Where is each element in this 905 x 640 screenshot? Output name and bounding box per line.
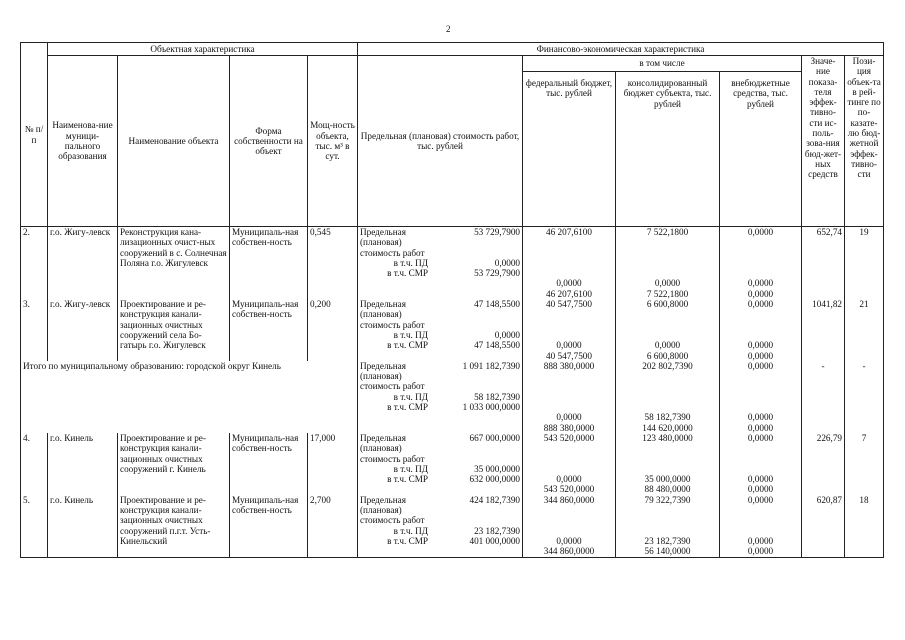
row-rating: 19 — [845, 227, 884, 300]
consolidated-pd: 58 182,7390 — [644, 412, 691, 423]
row-num: 4. — [21, 433, 48, 495]
consolidated-total: 7 522,1800 — [646, 227, 689, 237]
row-cost-cell — [358, 299, 523, 361]
cost-total: 424 182,7390 — [469, 494, 520, 505]
consolidated-pd: 0,0000 — [654, 278, 681, 289]
header-financial-characteristic: Финансово-экономическая характеристика — [358, 43, 884, 56]
subtotal-label: Итого по муниципальному образованию: городской округ Кинель — [21, 361, 358, 433]
offbudget-smr: 0,0000 — [747, 484, 774, 495]
header-rating: Пози-ция объек-та в рей-тинге по по-казате-лю бюд-жетной эффек-тивно-сти — [845, 56, 884, 227]
page-number: 2 — [446, 24, 451, 34]
offbudget-total: 0,0000 — [747, 360, 774, 371]
table-row — [21, 433, 884, 495]
consolidated-cell — [616, 227, 720, 300]
federal-total: 46 207,6100 — [546, 227, 592, 237]
consolidated-total: 202 802,7390 — [642, 360, 693, 371]
header-consolidated: консолидированный бюджет субъекта, тыс. рублей — [616, 72, 720, 227]
header-efficiency: Значе-ние показа-теля эффек-тивно-сти ис-поль-зова-ния бюд-жет-ных средств — [802, 56, 845, 227]
federal-cell — [523, 227, 616, 300]
header-federal: федеральный бюджет, тыс. рублей — [523, 72, 616, 227]
row-capacity: 17,000 — [308, 433, 358, 495]
offbudget-smr: 0,0000 — [747, 350, 774, 361]
objects-table — [20, 42, 884, 558]
consolidated-cell — [616, 433, 720, 495]
federal-total: 543 520,0000 — [543, 432, 595, 443]
offbudget-smr: 0,0000 — [747, 546, 774, 557]
federal-total: 888 380,0000 — [543, 360, 595, 371]
federal-cell — [523, 361, 616, 433]
federal-smr: 543 520,0000 — [543, 484, 595, 495]
offbudget-total: 0,0000 — [747, 432, 774, 443]
offbudget-total: 0,0000 — [747, 227, 774, 237]
row-num: 5. — [21, 495, 48, 557]
row-cost-cell — [358, 227, 523, 300]
cost-label: Предельная (плановая) стоимость работ — [360, 360, 425, 392]
consolidated-smr: 88 480,0000 — [644, 484, 691, 495]
table-row — [21, 227, 884, 300]
pd-label: в т.ч. ПД — [393, 329, 428, 340]
header-municipality: Наименова-ние муници-пального образования — [48, 56, 118, 227]
subtotal-rating: - — [845, 361, 884, 433]
cost-total: 53 729,7900 — [474, 227, 520, 237]
row-municipality: г.о. Жигу-левск — [48, 299, 118, 361]
consolidated-smr: 7 522,1800 — [646, 288, 689, 299]
consolidated-cell — [616, 361, 720, 433]
federal-total: 344 860,0000 — [543, 494, 595, 505]
row-efficiency: 1041,82 — [802, 299, 845, 361]
consolidated-total: 79 322,7390 — [644, 494, 691, 505]
federal-pd: 0,0000 — [556, 474, 582, 485]
cost-total: 667 000,0000 — [469, 432, 520, 443]
cost-label: Предельная (плановая) стоимость работ — [360, 432, 425, 464]
row-capacity: 0,545 — [308, 227, 358, 300]
federal-smr: 46 207,6100 — [546, 288, 592, 299]
consolidated-total: 6 600,8000 — [646, 299, 689, 310]
federal-cell — [523, 495, 616, 557]
smr-label: в т.ч. СМР — [387, 402, 428, 413]
cost-pd: 23 182,7390 — [474, 525, 520, 536]
pd-label: в т.ч. ПД — [393, 391, 428, 402]
smr-label: в т.ч. СМР — [387, 535, 428, 546]
pd-label: в т.ч. ПД — [393, 257, 428, 268]
pd-label: в т.ч. ПД — [393, 463, 428, 474]
cost-pd: 35 000,0000 — [474, 463, 520, 474]
offbudget-cell — [720, 299, 802, 361]
pd-label: в т.ч. ПД — [393, 525, 428, 536]
smr-label: в т.ч. СМР — [387, 474, 428, 485]
cost-smr: 401 000,0000 — [469, 535, 520, 546]
row-ownership: Муниципаль-ная собствен-ность — [230, 299, 308, 361]
cost-label: Предельная (плановая) стоимость работ — [360, 299, 425, 330]
federal-total: 40 547,7500 — [546, 299, 592, 310]
row-rating: 7 — [845, 433, 884, 495]
consolidated-total: 123 480,0000 — [642, 432, 693, 443]
table-row — [21, 495, 884, 557]
cost-smr: 47 148,5500 — [474, 340, 520, 351]
row-municipality: г.о. Кинель — [48, 495, 118, 557]
smr-label: в т.ч. СМР — [387, 268, 428, 279]
federal-smr: 888 380,0000 — [543, 422, 595, 433]
offbudget-cell — [720, 361, 802, 433]
offbudget-pd: 0,0000 — [747, 535, 774, 546]
federal-pd: 0,0000 — [556, 535, 582, 546]
row-ownership: Муниципаль-ная собствен-ность — [230, 433, 308, 495]
row-num: 2. — [21, 227, 48, 300]
header-object-name: Наименование объекта — [118, 56, 230, 227]
consolidated-pd: 23 182,7390 — [644, 535, 691, 546]
cost-total: 47 148,5500 — [474, 299, 520, 310]
offbudget-pd: 0,0000 — [747, 474, 774, 485]
offbudget-pd: 0,0000 — [747, 340, 774, 351]
cost-smr: 1 033 000,0000 — [462, 402, 520, 413]
row-cost-cell — [358, 495, 523, 557]
consolidated-smr: 6 600,8000 — [646, 350, 689, 361]
consolidated-cell — [616, 299, 720, 361]
cost-smr: 632 000,0000 — [469, 474, 520, 485]
header-ownership: Форма собственности на объект — [230, 56, 308, 227]
row-num: 3. — [21, 299, 48, 361]
smr-label: в т.ч. СМР — [387, 340, 428, 351]
offbudget-total: 0,0000 — [747, 299, 774, 310]
cost-label: Предельная (плановая) стоимость работ — [360, 494, 425, 526]
federal-pd: 0,0000 — [556, 278, 582, 289]
consolidated-cell — [616, 495, 720, 557]
offbudget-smr: 0,0000 — [747, 422, 774, 433]
subtotal-row — [21, 361, 884, 433]
header-cost: Предельная (плановая) стоимость работ, тыс. рублей — [358, 56, 523, 227]
federal-pd: 0,0000 — [556, 412, 582, 423]
row-municipality: г.о. Жигу-левск — [48, 227, 118, 300]
federal-smr: 40 547,7500 — [546, 350, 592, 361]
cost-total: 1 091 182,7390 — [462, 360, 520, 371]
cost-label: Предельная (плановая) стоимость работ — [360, 227, 425, 258]
row-ownership: Муниципаль-ная собствен-ность — [230, 227, 308, 300]
consolidated-smr: 144 620,0000 — [642, 422, 693, 433]
offbudget-total: 0,0000 — [747, 494, 774, 505]
row-object: Проектирование и ре-конструкция канали-зационных очистных сооружений г. Кинель — [118, 433, 230, 495]
federal-cell — [523, 433, 616, 495]
row-efficiency: 620,87 — [802, 495, 845, 557]
header-capacity: Мощ-ность объекта, тыс. м³ в сут. — [308, 56, 358, 227]
row-municipality: г.о. Кинель — [48, 433, 118, 495]
row-cost-cell — [358, 433, 523, 495]
header-offbudget: внебюджетные средства, тыс. рублей — [720, 72, 802, 227]
row-efficiency: 652,74 — [802, 227, 845, 300]
federal-cell — [523, 299, 616, 361]
row-rating: 21 — [845, 299, 884, 361]
row-capacity: 2,700 — [308, 495, 358, 557]
consolidated-pd: 0,0000 — [654, 340, 681, 351]
cost-pd: 58 182,7390 — [474, 391, 520, 402]
cost-pd: 0,0000 — [494, 257, 520, 268]
consolidated-smr: 56 140,0000 — [644, 546, 691, 557]
offbudget-cell — [720, 227, 802, 300]
offbudget-pd: 0,0000 — [747, 412, 774, 423]
federal-smr: 344 860,0000 — [543, 546, 595, 557]
header-num: № п/п — [21, 43, 48, 227]
table-row — [21, 299, 884, 361]
offbudget-pd: 0,0000 — [747, 278, 774, 289]
subtotal-cost-cell — [358, 361, 523, 433]
row-capacity: 0,200 — [308, 299, 358, 361]
row-object: Реконструкция кана-лизационных очист-ных сооружений в с. Солнечная Поляна г.о. Жигулевск — [118, 227, 230, 300]
cost-pd: 0,0000 — [494, 329, 520, 340]
offbudget-smr: 0,0000 — [747, 288, 774, 299]
consolidated-pd: 35 000,0000 — [644, 474, 691, 485]
row-efficiency: 226,79 — [802, 433, 845, 495]
row-rating: 18 — [845, 495, 884, 557]
row-object: Проектирование и ре-конструкция канали-зационных очистных сооружений села Бо-гатырь г.о. Жигулевск — [118, 299, 230, 361]
row-ownership: Муниципаль-ная собствен-ность — [230, 495, 308, 557]
offbudget-cell — [720, 433, 802, 495]
subtotal-efficiency: - — [802, 361, 845, 433]
header-object-characteristic: Объектная характеристика — [48, 43, 358, 56]
row-object: Проектирование и ре-конструкция канали-зационных очистных сооружений п.г.т. Усть-Кинельский — [118, 495, 230, 557]
federal-pd: 0,0000 — [556, 340, 582, 351]
header-including: в том числе — [523, 56, 802, 72]
cost-smr: 53 729,7900 — [474, 268, 520, 279]
offbudget-cell — [720, 495, 802, 557]
